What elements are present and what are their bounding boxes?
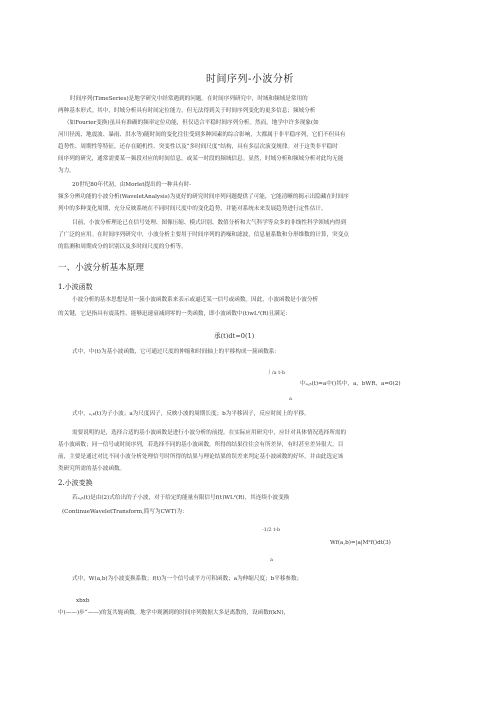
formula-3-denominator: a [270,557,273,563]
formula-2-numerator: 丿/a t-b [267,370,286,376]
intro-p1-line-3: （如Fourier变换)虽具有准确的频率定位功能，但仅适合平稳时间序列分析。然而，地学中许多现象(如 [64,120,319,126]
intro-p1-line-7: 为力。 [58,168,75,174]
formula-2-denominator: a [289,396,292,402]
formula-3: Wf(a,b)=|a|M²f()dt(3) [330,540,391,546]
intro-p1-line-6: 间序列的研究，通常需要某一频段对应的时间信息，或某一时段的频域信息。显然，时域分析和频域分析对此均无能 [58,156,344,162]
section-heading: 一、小波分析基本原理 [58,263,144,273]
wavelet-function-p-line-1: 需要说明的是，选择合适的基小波函数是进行小波分析的前提。在实际应用研究中，应针对具体情况选择所需的 [72,430,347,436]
intro-p1-line-2: 两种基本形式。其中，时域分析具有时间定位能力，但无法得到关于时间序列变化的更多信息；频域分析 [58,108,316,114]
wavelet-function-line-1: 小波分析的基本思想是用一簇小波函数系来表示或逼近某一信号或函数。因此，小波函数是小波分析 [72,297,319,303]
intro-p1-line-4: 河川径流、地震波、暴雨、洪水等)随时间的变化往往受到多种因素的综合影响，大都属于非平稳序列，它们不但具有 [58,132,346,138]
subsection-heading-wavelet-function: 1.小波函数 [58,283,93,291]
formula-2: 中ₐ,ᵦ(t)=a中()其中，a，bWR，a=0(2) [300,381,401,387]
wavelet-transform-line-1: 若ₐ,ᵦ(t)是由(2)式给出的子小波，对于给定的能量有限信号f(t)WL²(R)，其连续小波变换 [72,495,290,501]
intro-p3-line-2: 了广泛的应用。在时间序列研究中，小波分析主要用于时间序列的消噪和滤波，信息量系数和分形维数的计算，突变点 [58,232,349,238]
intro-p1-line-1: 时间序列(TimeSeries)是地学研究中经常遇到的问题。在时间序列研究中，时域和频域是常用的 [70,96,308,102]
wavelet-function-p-line-3: 前，主要是通过对比不同小波分析处理信号时所得的结果与理论结果的误差来判定基小波函数的好坏，并由此选定该 [58,454,344,460]
intro-p2-line-2: 频多分辨功能的小波分析(WaveletAnalysis)为更好的研究时间序列问题提供了可能，它能清晰的揭示出隐藏在时间序 [58,194,349,200]
formula-1-description: 式中，中(t)为基小波函数，它可通过尺度的伸缩和时间轴上的平移构成一簇函数系： [72,349,280,355]
intro-p1-line-5: 趋势性、周期性等特征，还存在随机性、突变性以及“多时间尺度”结构，具有多层次演变规律。对于这类非平稳时 [58,144,338,150]
wavelet-transform-line-final: 中(——)步“——)的复共轭函数。地学中观测到的时间序列数据大多是离散的，设函数f(kN)， [58,610,290,616]
document-title: 时间序列-小波分析 [206,74,294,85]
wavelet-function-p-line-2: 基小波函数；同一信号或时间序列，若选择不同的基小波函数，所得的结果往往会有所差异，有时甚至差异很大。目 [58,442,344,448]
formula-2-description: 式中，ₐ,ᵦ(t)为子小波；a为尺度因子，反映小波的周期长度；b为平移因子，反应时间上的平移。 [72,411,310,417]
intro-p3-line-3: 的监测和周期成分的识别以及多时间尺度的分析等。 [58,244,187,250]
formula-1: 承(t)dt=0(1) [214,332,255,340]
formula-4-top: xbxb [76,598,90,604]
wavelet-transform-line-2: (ContinueWaveletTransform,简写为CWT)为： [62,509,188,515]
intro-p3-line-1: 目前，小波分析理论已在信号处理、图像压缩、模式识别、数值分析和大气科学等众多的非线性科学领域内得到 [72,220,347,226]
formula-3-exponent: -1/2 t-b [262,527,281,533]
intro-p2-line-1: 20世纪80年代初，由Morlet提出的一种具有时- [72,182,192,188]
subsection-heading-wavelet-transform: 2.小波变换 [58,479,93,487]
wavelet-function-line-2: 的关键，它是指具有震荡性、能够迅速衰减到零的一类函数，即小波函数中(t)wL²(R)且满足： [58,311,291,317]
wavelet-function-p-line-4: 类研究所需的基小波函数。 [58,466,126,472]
intro-p2-line-3: 列中的多种变化周期，充分反映系统在不同时间尺度中的变化趋势，并能对系统未来发展趋势进行定性估计。 [58,206,327,212]
formula-3-description: 式中，W(a,b)为小波变换系数；f(t)为一个信号或平方可积函数；a为伸缩尺度；b平移参数； [72,576,303,582]
